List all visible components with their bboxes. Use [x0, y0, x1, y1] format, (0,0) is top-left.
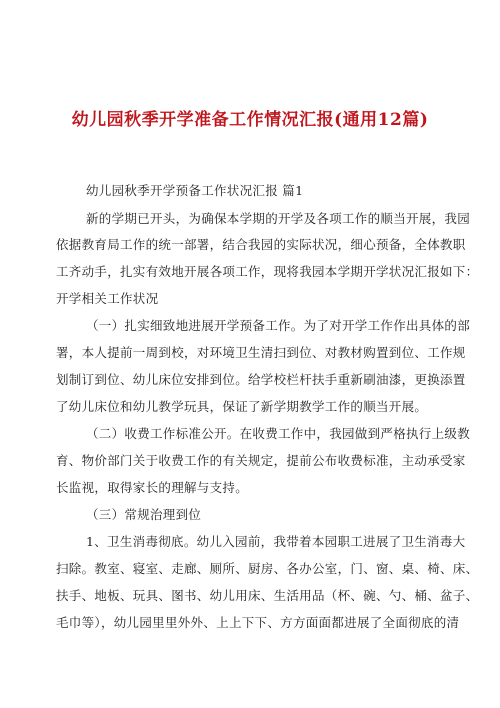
paragraph-line: 扫除。教室、寝室、走廊、厕所、厨房、各办公室，门、窗、桌、椅、床、 [56, 561, 479, 576]
paragraph-line: 划制订到位、幼儿床位安排到位。给学校栏杆扶手重新刷油漆，更换添置 [56, 372, 466, 387]
paragraph-line: 了幼儿床位和幼儿教学玩具，保证了新学期教学工作的顺当开展。 [56, 399, 428, 414]
section-subtitle: 幼儿园秋季开学预备工作状况汇报 篇1 [86, 183, 304, 198]
paragraph-line: 署，本人提前一周到校，对环境卫生清扫到位、对教材购置到位、工作规 [56, 345, 466, 360]
paragraph-line: 毛巾等），幼儿园里里外外、上上下下、方方面面都进展了全面彻底的清 [56, 615, 460, 630]
paragraph-line: （二）收费工作标准公开。在收费工作中，我园做到严格执行上级教 [86, 426, 471, 441]
section-heading: 开学相关工作状况 [56, 291, 159, 306]
document-title: 幼儿园秋季开学准备工作情况汇报(通用12篇) [71, 110, 429, 130]
paragraph-line: 新的学期已开头，为确保本学期的开学及各项工作的顺当开展，我园 [86, 211, 471, 226]
paragraph-line: 育、物价部门关于收费工作的有关规定，提前公布收费标准，主动承受家 [56, 453, 466, 468]
paragraph-line: 工齐动手，扎实有效地开展各项工作，现将我园本学期开学状况汇报如下： [56, 264, 479, 279]
paragraph-line: 长监视，取得家长的理解与支持。 [56, 480, 249, 495]
paragraph-line: 依据教育局工作的统一部署，结合我园的实际状况，细心预备，全体教职 [56, 237, 466, 252]
section-heading: （三）常规治理到位 [86, 507, 202, 522]
paragraph-line: 1、卫生消毒彻底。幼儿入园前，我带着本园职工进展了卫生消毒大 [86, 534, 466, 549]
paragraph-line: 扶手、地板、玩具、图书、幼儿用床、生活用品（杯、碗、勺、桶、盆子、 [56, 588, 479, 603]
paragraph-line: （一）扎实细致地进展开学预备工作。为了对开学工作作出具体的部 [86, 318, 471, 333]
